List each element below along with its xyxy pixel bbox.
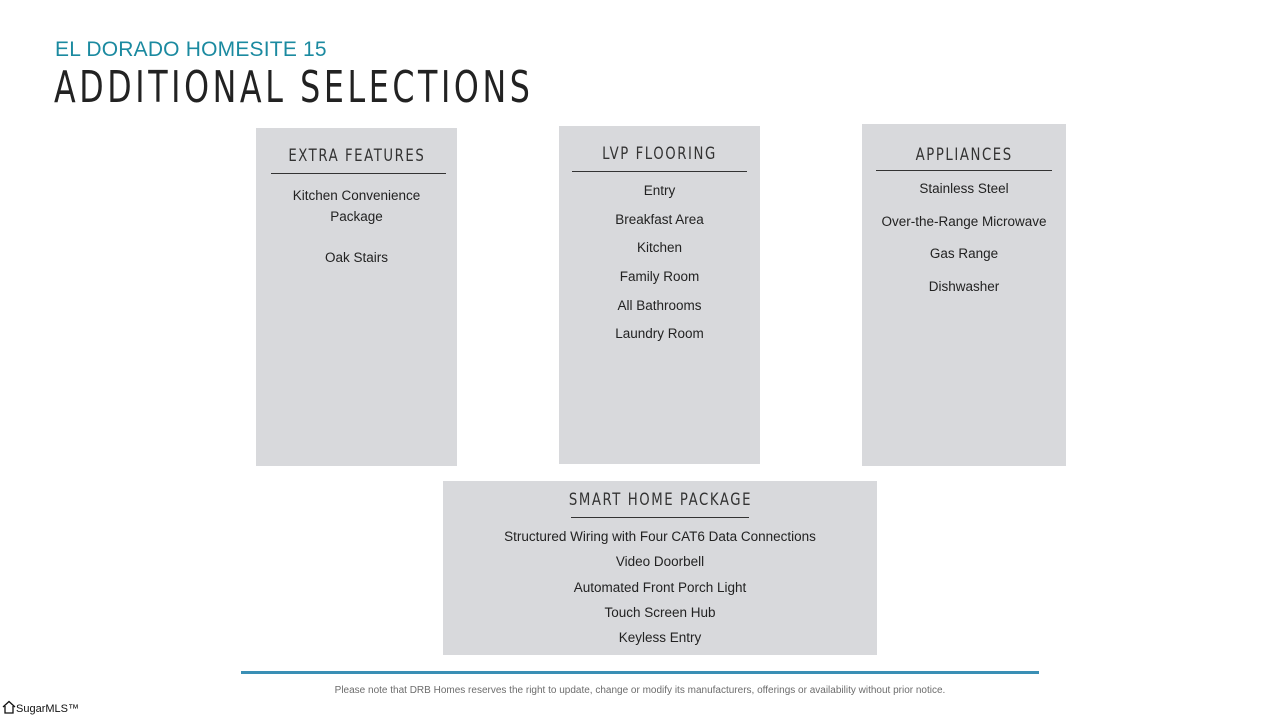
- list-item: Keyless Entry: [618, 630, 702, 646]
- list-item: All Bathrooms: [617, 297, 702, 313]
- footer-divider: [241, 671, 1039, 674]
- house-icon: [2, 700, 16, 714]
- lvp-flooring-box: [559, 126, 760, 464]
- list-item: Structured Wiring with Four CAT6 Data Connections: [504, 529, 816, 544]
- lvp-flooring-rule: [572, 171, 747, 172]
- smart-home-rule: [571, 517, 749, 518]
- list-item: Stainless Steel: [919, 181, 1009, 196]
- list-item: Video Doorbell: [615, 554, 705, 570]
- list-item: Gas Range: [929, 246, 999, 262]
- appliances-rule: [876, 170, 1052, 171]
- extra-features-heading: EXTRA FEATURES: [287, 146, 425, 166]
- list-item: Dishwasher: [928, 278, 1000, 294]
- smart-home-heading: SMART HOME PACKAGE: [568, 490, 752, 510]
- list-item: Kitchen: [636, 240, 683, 256]
- list-item: Touch Screen Hub: [604, 604, 716, 620]
- lvp-flooring-heading: LVP FLOORING: [602, 144, 717, 164]
- list-item: Breakfast Area: [615, 211, 704, 227]
- appliances-box: [862, 124, 1066, 466]
- appliances-heading: APPLIANCES: [915, 145, 1013, 165]
- homesite-subtitle: EL DORADO HOMESITE 15: [55, 38, 327, 61]
- list-item: Oak Stairs: [324, 250, 389, 265]
- extra-features-rule: [271, 173, 446, 174]
- page-title: ADDITIONAL SELECTIONS: [54, 62, 534, 113]
- list-item: Kitchen Convenience: [292, 188, 421, 203]
- extra-features-box: [256, 128, 457, 466]
- list-item: Laundry Room: [615, 326, 704, 342]
- list-item: Package: [330, 209, 383, 224]
- list-item: Over-the-Range Microwave: [881, 213, 1047, 229]
- mls-watermark-text: SugarMLS™: [16, 703, 79, 715]
- disclaimer-notice: Please note that DRB Homes reserves the right to update, change or modify its manufacturers, offerings or availability without prior notice.: [334, 685, 946, 696]
- mls-watermark: [2, 700, 79, 715]
- list-item: Entry: [643, 183, 676, 198]
- smart-home-box: [443, 481, 877, 655]
- list-item: Family Room: [619, 269, 700, 285]
- list-item: Automated Front Porch Light: [573, 579, 747, 595]
